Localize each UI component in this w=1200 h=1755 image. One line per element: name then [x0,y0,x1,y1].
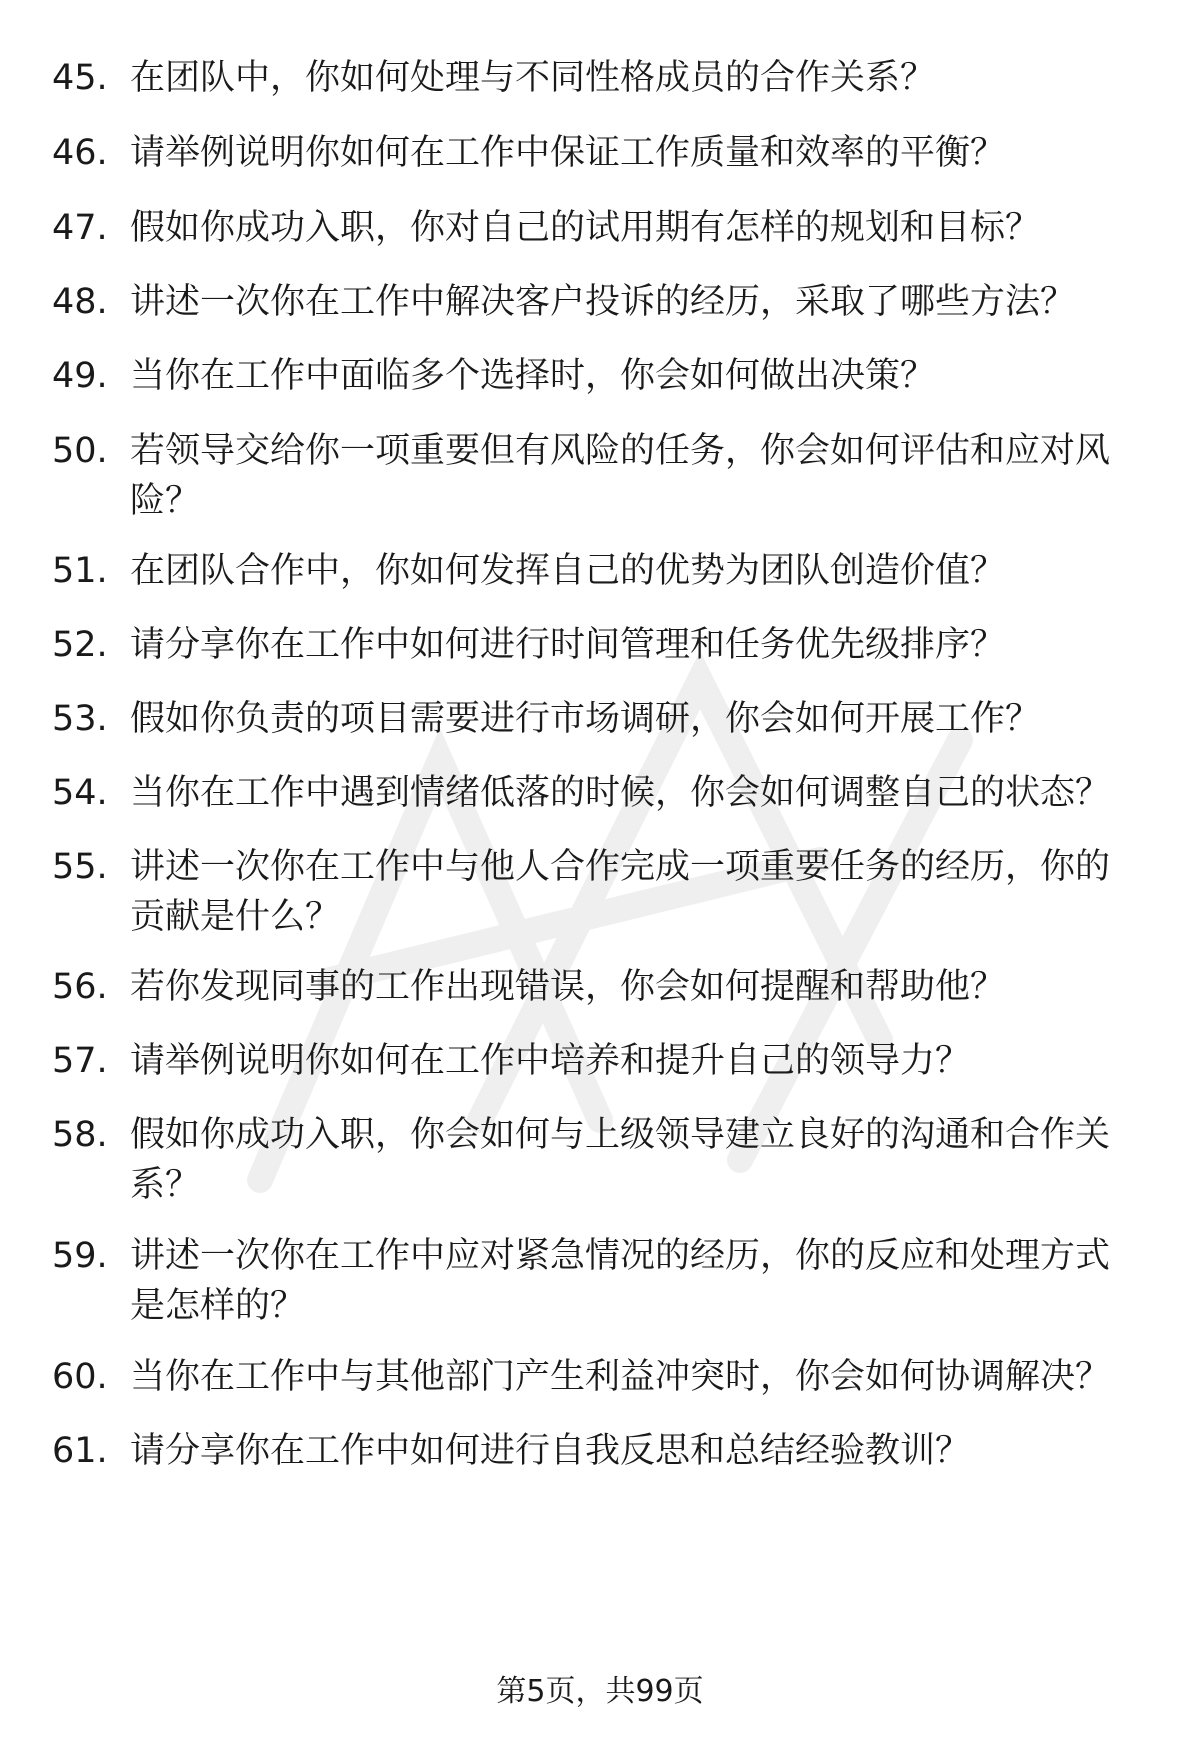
question-text: 在团队中，你如何处理与不同性格成员的合作关系？ [130,58,936,98]
question-text: 讲述一次你在工作中与他人合作完成一项重要任务的经历，你的贡献是什么？ [130,847,1111,937]
question-text: 假如你成功入职，你对自己的试用期有怎样的规划和目标？ [130,208,1041,248]
question-number: 52. [52,625,108,665]
question-text: 当你在工作中与其他部门产生利益冲突时，你会如何协调解决？ [130,1357,1111,1397]
question-text: 若领导交给你一项重要但有风险的任务，你会如何评估和应对风险？ [130,431,1111,521]
question-text: 请分享你在工作中如何进行自我反思和总结经验教训？ [130,1431,971,1471]
page-footer [0,1672,1200,1712]
question-text: 讲述一次你在工作中应对紧急情况的经历，你的反应和处理方式是怎样的？ [130,1236,1111,1326]
question-text: 讲述一次你在工作中解决客户投诉的经历，采取了哪些方法？ [130,282,1076,322]
question-number: 59. [52,1236,108,1276]
question-number: 49. [52,356,108,396]
question-text: 请举例说明你如何在工作中保证工作质量和效率的平衡？ [130,133,1006,173]
question-text: 请举例说明你如何在工作中培养和提升自己的领导力？ [130,1041,971,1081]
page-number-label: 第5页，共99页 [496,1674,704,1709]
question-text: 当你在工作中遇到情绪低落的时候，你会如何调整自己的状态？ [130,773,1111,813]
question-number: 51. [52,551,108,591]
question-number: 46. [52,133,108,173]
question-text: 在团队合作中，你如何发挥自己的优势为团队创造价值？ [130,551,1006,591]
question-number: 54. [52,773,108,813]
question-text: 当你在工作中面临多个选择时，你会如何做出决策？ [130,356,936,396]
question-number: 56. [52,967,108,1007]
question-text: 若你发现同事的工作出现错误，你会如何提醒和帮助他？ [130,967,1006,1007]
question-number: 48. [52,282,108,322]
question-text: 假如你负责的项目需要进行市场调研，你会如何开展工作？ [130,699,1041,739]
question-number: 50. [52,431,108,471]
question-number: 58. [52,1115,108,1155]
question-number: 57. [52,1041,108,1081]
question-text: 请分享你在工作中如何进行时间管理和任务优先级排序？ [130,625,1006,665]
question-number: 61. [52,1431,108,1471]
question-number: 55. [52,847,108,887]
question-number: 53. [52,699,108,739]
question-number: 47. [52,208,108,248]
question-number: 45. [52,58,108,98]
question-text: 假如你成功入职，你会如何与上级领导建立良好的沟通和合作关系？ [130,1115,1111,1205]
question-number: 60. [52,1357,108,1397]
